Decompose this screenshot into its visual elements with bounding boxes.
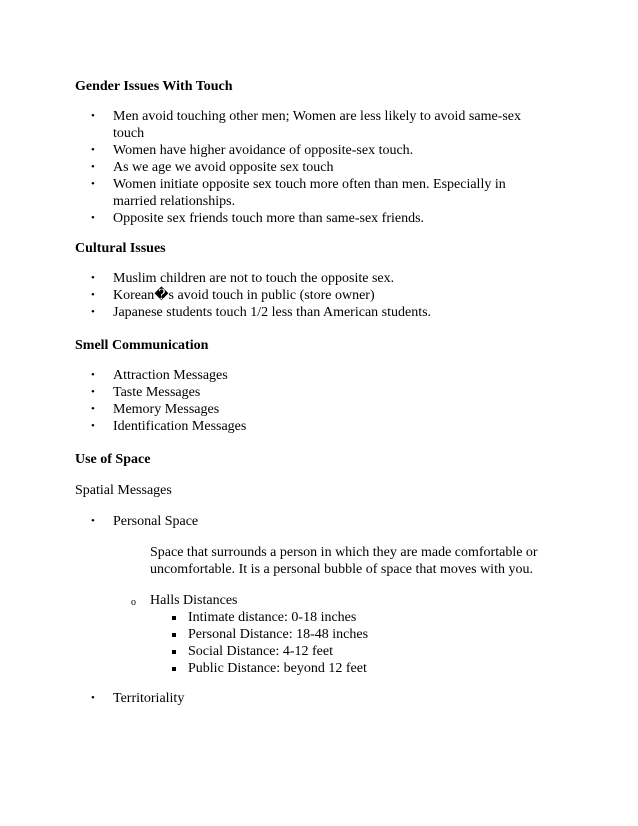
bullet-icon [91,275,97,281]
bullet-icon [91,372,97,378]
list-item-text: Identification Messages [113,419,247,434]
list-item [75,660,555,677]
halls-distances-block [75,592,555,677]
bullet-icon [91,406,97,412]
territoriality-list [75,690,545,707]
bullet-icon [91,518,97,524]
list-item-text: Muslim children are not to touch the opposite sex. [113,271,395,286]
subheading-spatial-messages: Spatial Messages [75,483,172,498]
bullet-icon [91,215,97,221]
list-item [75,643,555,660]
smell-list [75,367,545,435]
heading-gender-issues: Gender Issues With Touch [75,79,233,94]
list-item-text: Public Distance: beyond 12 feet [188,661,367,676]
list-item-text: Personal Space [113,514,199,529]
list-item-text: Social Distance: 4-12 feet [188,644,334,659]
personal-space-description: Space that surrounds a person in which they are made comfortable or uncomfortable. It is a personal bubble of space that moves with you. [150,545,538,577]
list-item-text: Attraction Messages [113,368,228,383]
list-item [75,159,545,176]
list-item [75,270,545,287]
list-item-text: Territoriality [113,691,185,706]
bullet-icon [91,292,97,298]
list-item [75,108,545,142]
list-item-text: Taste Messages [113,385,201,400]
list-item-text: Intimate distance: 0-18 inches [188,610,357,625]
square-bullet-icon [172,650,176,654]
list-item-text: Memory Messages [113,402,220,417]
list-item [75,513,545,530]
list-item [75,401,545,418]
bullet-icon [91,164,97,170]
heading-use-of-space: Use of Space [75,452,151,467]
list-item [75,304,545,321]
list-item-text: Personal Distance: 18-48 inches [188,627,369,642]
bullet-icon [91,147,97,153]
heading-smell-communication: Smell Communication [75,338,209,353]
cultural-list [75,270,545,321]
list-item [75,418,545,435]
space-list [75,513,545,530]
list-item [75,287,545,304]
list-item-text: Women have higher avoidance of opposite-sex touch. [113,143,414,158]
list-item-text: Korean�s avoid touch in public (store owner) [113,288,375,303]
halls-distances-label: Halls Distances [150,593,238,608]
circle-bullet-icon: o [131,597,136,608]
square-bullet-icon [172,667,176,671]
gender-list [75,108,545,227]
bullet-icon [91,309,97,315]
list-item-text: Japanese students touch 1/2 less than American students. [113,305,432,320]
list-item [75,609,555,626]
heading-cultural-issues: Cultural Issues [75,241,166,256]
list-item [75,626,555,643]
list-item-text: As we age we avoid opposite sex touch [113,160,334,175]
list-item [75,367,545,384]
list-item [75,176,545,210]
square-bullet-icon [172,616,176,620]
list-item [75,210,545,227]
list-item [75,142,545,159]
bullet-icon [91,113,97,119]
list-item [75,384,545,401]
list-item-text: Women initiate opposite sex touch more often than men. Especially in married relationships. [113,177,506,209]
bullet-icon [91,695,97,701]
list-item-text: Men avoid touching other men; Women are less likely to avoid same-sex touch [113,109,522,141]
bullet-icon [91,389,97,395]
bullet-icon [91,423,97,429]
list-item [75,690,545,707]
bullet-icon [91,181,97,187]
list-item-text: Opposite sex friends touch more than same-sex friends. [113,211,425,226]
square-bullet-icon [172,633,176,637]
